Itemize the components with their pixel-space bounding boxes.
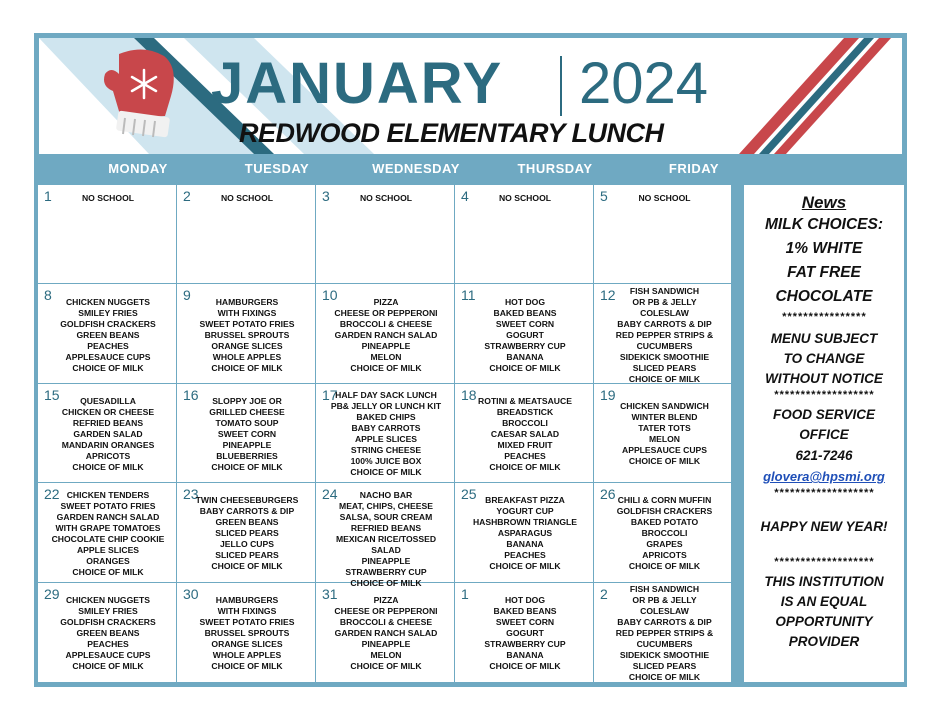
calendar-day-cell [594,483,733,582]
office-line-2: OFFICE [799,427,849,442]
menu-item: CHOICE OF MILK [72,461,144,472]
menu-item: CHOICE OF MILK [628,373,701,384]
menu-item: PINEAPPLE [361,555,411,566]
menu-item: BABY CARROTS & DIP [617,318,712,329]
menu-item: NO SCHOOL [81,193,135,203]
menu-item: MELON [370,351,402,362]
menu-item: HALF DAY SACK LUNCH [335,390,437,401]
menu-item: MELON [370,649,402,660]
menu-item: GRILLED CHEESE [209,406,285,417]
menu-items [42,396,174,473]
calendar-day-cell [177,483,316,582]
calendar-day-cell [316,284,455,383]
menu-item: CHOICE OF MILK [628,561,701,572]
day-number: 8 [44,287,52,304]
calendar-day-cell [316,583,455,682]
menu-item: BREAKFAST PIZZA [485,495,565,506]
menu-item: APPLESAUCE CUPS [65,649,151,660]
day-number: 25 [461,486,477,503]
menu-items [320,595,452,672]
school-subtitle: REDWOOD ELEMENTARY LUNCH [239,118,664,148]
menu-item: WHOLE APPLES [212,649,282,660]
year-title: 2024 [579,51,709,116]
calendar-day-cell [594,185,733,284]
menu-item: OR PB & JELLY [632,594,697,605]
calendar-day-cell [38,384,177,483]
menu-item: SMILEY FRIES [78,605,138,616]
calendar-frame [34,33,907,687]
menu-item: NO SCHOOL [498,193,552,203]
day-number: 2 [600,585,608,602]
menu-item: PEACHES [504,450,546,461]
menu-items [459,297,591,374]
menu-item: CHOICE OF MILK [350,577,422,588]
day-number: 19 [600,386,616,403]
menu-item: PEACHES [87,638,129,649]
day-number: 5 [600,188,608,204]
calendar-day-cell [177,583,316,682]
menu-item: RED PEPPER STRIPS & [615,329,714,340]
menu-item: HOT DOG [504,296,546,307]
menu-item: BAKED CHIPS [356,412,416,423]
menu-item: CHOICE OF MILK [489,461,561,472]
menu-item: PEACHES [504,550,546,561]
menu-items [598,193,731,204]
menu-item: SWEET CORN [217,428,277,439]
menu-item: CHOICE OF MILK [350,660,422,671]
menu-item: STRAWBERRY CUP [484,638,566,649]
milk-line-1: MILK CHOICES: [765,216,883,233]
calendar-day-cell [177,185,316,284]
menu-item: APPLESAUCE CUPS [622,445,707,456]
menu-item: BROCCOLI & CHEESE [339,616,433,627]
menu-items [459,193,591,204]
menu-item: CHOICE OF MILK [350,467,422,478]
equal-line-2: IS AN EQUAL [780,594,868,609]
calendar-header [39,38,902,154]
menu-item: NO SCHOOL [359,193,413,203]
menu-item: PINEAPPLE [222,439,272,450]
menu-item: CHICKEN TENDERS [66,489,150,500]
mitten-icon [99,46,189,141]
menu-item: CHICKEN OR CHEESE [61,406,155,417]
menu-item: SWEET POTATO FRIES [199,616,295,627]
calendar-day-cell [38,583,177,682]
calendar-day-cell [177,284,316,383]
equal-line-1: THIS INSTITUTION [764,574,884,589]
menu-item: PINEAPPLE [361,340,411,351]
menu-items [42,297,174,374]
menu-item: ROTINI & MEATSAUCE [478,395,572,406]
menu-grid [38,185,731,682]
menu-item: TOMATO SOUP [215,417,279,428]
subject-line-3: WITHOUT NOTICE [765,371,883,386]
menu-item: QUESADILLA [80,395,136,406]
calendar-day-cell [455,483,594,582]
menu-item: GOLDFISH CRACKERS [616,506,713,517]
menu-item: CAESAR SALAD [490,428,560,439]
office-email-link[interactable]: glovera@hpsmi.org [763,469,885,484]
menu-item: WITH FIXINGS [217,307,277,318]
menu-item: RED PEPPER STRIPS & [615,627,714,638]
month-title: JANUARY [211,51,504,116]
menu-item: CHICKEN SANDWICH [620,401,709,412]
calendar-day-cell [594,284,733,383]
equal-line-3: OPPORTUNITY [775,614,873,629]
menu-item: TWIN CHEESEBURGERS [195,495,299,506]
menu-item: GOGURT [506,329,544,340]
menu-item: PINEAPPLE [361,638,411,649]
menu-item: GARDEN RANCH SALAD [334,329,438,340]
menu-item: SALSA, SOUR CREAM [339,511,433,522]
day-number: 12 [600,287,616,304]
menu-item: MELON [648,434,681,445]
menu-item: BANANA [506,649,544,660]
menu-items [181,193,313,204]
menu-item: SLICED PEARS [632,362,697,373]
day-number: 29 [44,585,60,602]
menu-item: CHOICE OF MILK [72,660,144,671]
menu-item: BAKED POTATO [630,517,699,528]
office-line-1: FOOD SERVICE [772,407,875,422]
menu-item: PIZZA [373,296,399,307]
menu-items [598,286,731,385]
divider-4: ******************* [773,556,875,568]
milk-line-4: CHOCOLATE [775,288,873,305]
calendar-day-cell [177,384,316,483]
menu-item: CHICKEN NUGGETS [65,594,151,605]
menu-item: SIDEKICK SMOOTHIE [619,649,710,660]
news-title: News [801,193,847,212]
menu-item: CHOICE OF MILK [72,566,144,577]
menu-item: SWEET CORN [495,318,555,329]
subject-line-2: TO CHANGE [783,351,865,366]
day-number: 9 [183,287,191,304]
menu-item: REFRIED BEANS [350,522,422,533]
day-number: 22 [44,486,60,503]
menu-item: CHOICE OF MILK [628,456,701,467]
day-number: 3 [322,188,330,204]
menu-items [459,396,591,473]
office-phone: 621-7246 [795,448,853,463]
menu-item: BLUEBERRIES [216,450,278,461]
day-number: 30 [183,585,199,602]
day-number: 11 [461,287,476,304]
menu-item: HOT DOG [504,594,546,605]
menu-item: CHOICE OF MILK [489,561,561,572]
day-number: 15 [44,386,60,403]
day-number: 23 [183,486,199,503]
menu-item: SLICED PEARS [632,660,697,671]
menu-items [320,297,452,374]
menu-item: GOLDFISH CRACKERS [60,318,156,329]
menu-item: WITH GRAPE TOMATOES [55,522,161,533]
menu-item: HASHBROWN TRIANGLE [472,517,578,528]
menu-item: APPLESAUCE CUPS [65,351,151,362]
calendar-day-cell [38,185,177,284]
divider-2: ******************* [773,389,875,401]
menu-item: SWEET CORN [495,616,555,627]
day-number: 17 [322,386,338,403]
menu-item: BAKED BEANS [493,605,557,616]
menu-item: FISH SANDWICH [629,285,700,296]
day-number: 10 [322,287,338,304]
menu-item: APRICOTS [85,450,131,461]
calendar-day-cell [594,583,733,682]
milk-line-3: FAT FREE [787,264,861,281]
menu-item: BRUSSEL SPROUTS [204,329,290,340]
divider-1: **************** [781,311,867,323]
day-number: 18 [461,386,477,403]
menu-item: WITH FIXINGS [217,605,277,616]
menu-items [598,584,731,683]
menu-item: PB& JELLY OR LUNCH KIT [330,401,442,412]
menu-items [459,595,591,672]
calendar-day-cell [316,483,455,588]
menu-item: CHOICE OF MILK [350,362,422,373]
menu-item: BROCCOLI [502,417,548,428]
equal-line-4: PROVIDER [788,634,860,649]
menu-item: MEAT, CHIPS, CHEESE [339,500,433,511]
menu-item: CHOICE OF MILK [211,362,283,373]
menu-item: SIDEKICK SMOOTHIE [619,351,710,362]
menu-items [42,490,174,578]
menu-item: CHILI & CORN MUFFIN [617,495,712,506]
menu-item: STRING CHEESE [350,445,422,456]
day-number: 26 [600,486,616,503]
day-header-friday: FRIDAY [668,161,720,176]
menu-items [181,595,313,672]
menu-items [42,193,174,204]
menu-item: GARDEN RANCH SALAD [56,511,160,522]
calendar-day-cell [455,185,594,284]
menu-item: SWEET POTATO FRIES [199,318,295,329]
day-header-wednesday: WEDNESDAY [372,161,460,176]
menu-item: SMILEY FRIES [78,307,138,318]
menu-items [181,396,313,473]
menu-items [42,595,174,672]
menu-item: BAKED BEANS [493,307,557,318]
menu-item: PIZZA [373,594,399,605]
menu-item: GRAPES [646,539,683,550]
menu-item: COLESLAW [640,307,689,318]
menu-item: APPLE SLICES [76,544,140,555]
day-number: 16 [183,386,199,403]
menu-item: BANANA [506,539,544,550]
menu-item: STRAWBERRY CUP [484,340,566,351]
menu-item: TATER TOTS [638,423,691,434]
menu-item: APRICOTS [642,550,687,561]
day-number: 24 [322,486,338,503]
menu-item: STRAWBERRY CUP [345,566,427,577]
menu-item: WHOLE APPLES [212,351,282,362]
day-number: 2 [183,188,191,204]
menu-item: NACHO BAR [359,489,413,500]
menu-item: BANANA [506,351,544,362]
menu-item: BRUSSEL SPROUTS [204,627,290,638]
menu-item: GARDEN SALAD [73,428,143,439]
menu-items [181,495,313,572]
menu-item: HAMBURGERS [215,594,279,605]
menu-item: CHEESE OR PEPPERONI [334,605,438,616]
menu-item: ASPARAGUS [497,528,553,539]
menu-item: SWEET POTATO FRIES [60,500,156,511]
menu-item: MANDARIN ORANGES [61,439,155,450]
menu-item: BABY CARROTS [351,423,421,434]
menu-items [320,490,452,589]
day-number: 31 [322,585,338,602]
menu-item: MEXICAN RICE/TOSSED SALAD [335,533,437,555]
menu-item: 100% JUICE BOX [350,456,422,467]
menu-item: CUCUMBERS [636,638,693,649]
menu-item: MIXED FRUIT [497,439,553,450]
calendar-day-cell [38,284,177,383]
menu-item: CHICKEN NUGGETS [65,296,151,307]
calendar-day-cell [455,583,594,682]
calendar-day-cell [455,284,594,383]
menu-item: BROCCOLI & CHEESE [339,318,433,329]
menu-item: CHEESE OR PEPPERONI [334,307,438,318]
calendar-day-cell [455,384,594,483]
menu-item: GREEN BEANS [215,517,279,528]
menu-items [598,401,731,467]
menu-item: HAMBURGERS [215,296,279,307]
new-year-greeting: HAPPY NEW YEAR! [760,519,888,534]
menu-item: GREEN BEANS [76,329,140,340]
menu-item: NO SCHOOL [220,193,274,203]
day-header-tuesday: TUESDAY [244,161,310,176]
menu-item: BROCCOLI [641,528,688,539]
menu-item: CHOICE OF MILK [211,561,283,572]
menu-items [181,297,313,374]
menu-item: OR PB & JELLY [632,296,697,307]
menu-item: JELLO CUPS [220,539,274,550]
menu-item: CHOCOLATE CHIP COOKIE [51,533,165,544]
menu-item: FISH SANDWICH [629,583,700,594]
menu-item: COLESLAW [640,605,689,616]
menu-item: REFRIED BEANS [72,417,144,428]
menu-item: SLICED PEARS [215,550,279,561]
title-divider [560,56,562,116]
menu-item: APPLE SLICES [354,434,418,445]
calendar-day-cell [594,384,733,483]
menu-item: NO SCHOOL [638,193,691,203]
milk-line-2: 1% WHITE [785,240,863,257]
menu-item: ORANGES [86,555,130,566]
menu-item: GOGURT [506,627,544,638]
menu-item: CHOICE OF MILK [211,660,283,671]
menu-items [320,193,452,204]
menu-item: CHOICE OF MILK [489,660,561,671]
menu-item: BABY CARROTS & DIP [199,506,295,517]
menu-item: ORANGE SLICES [211,340,283,351]
menu-items [598,495,731,572]
menu-item: ORANGE SLICES [211,638,283,649]
day-number: 1 [44,188,52,204]
menu-item: CHOICE OF MILK [628,671,701,682]
news-panel [744,185,904,682]
menu-item: GOLDFISH CRACKERS [60,616,156,627]
menu-item: GREEN BEANS [76,627,140,638]
menu-items [459,495,591,572]
menu-item: PEACHES [87,340,129,351]
menu-item: BREADSTICK [496,406,554,417]
day-header-monday: MONDAY [108,161,168,176]
menu-item: CHOICE OF MILK [211,461,283,472]
menu-item: GARDEN RANCH SALAD [334,627,438,638]
menu-item: BABY CARROTS & DIP [617,616,712,627]
menu-item: CHOICE OF MILK [72,362,144,373]
menu-item: SLOPPY JOE OR [212,395,282,406]
subject-line-1: MENU SUBJECT [770,331,878,346]
calendar-day-cell [316,384,455,483]
day-header-thursday: THURSDAY [517,161,593,176]
menu-item: YOGURT CUP [496,506,554,517]
divider-3: ******************* [773,487,875,499]
menu-item: CHOICE OF MILK [489,362,561,373]
menu-item: SLICED PEARS [215,528,279,539]
menu-items [320,390,452,478]
calendar-day-cell [316,185,455,284]
day-number: 4 [461,188,469,204]
menu-item: WINTER BLEND [631,412,698,423]
menu-item: CUCUMBERS [636,340,693,351]
day-number: 1 [461,585,469,602]
calendar-day-cell [38,483,177,582]
